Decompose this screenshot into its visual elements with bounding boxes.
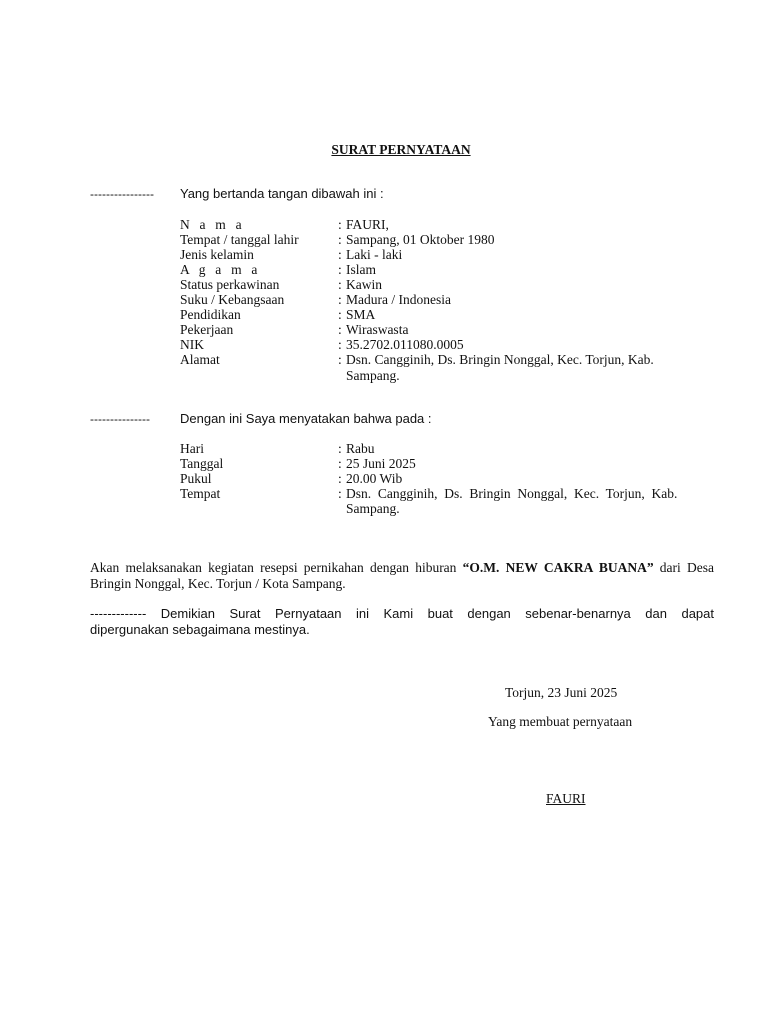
identity-value-agama: Islam [346, 262, 376, 277]
event-value-pukul: 20.00 Wib [346, 471, 403, 486]
identity-label-status: Status perkawinan [180, 277, 280, 292]
identity-value-pekerjaan: Wiraswasta [346, 322, 409, 337]
identity-colon: : [338, 247, 342, 262]
identity-value-nama: FAURI, [346, 217, 389, 232]
event-label-tanggal: Tanggal [180, 456, 224, 471]
intro-text: Yang bertanda tangan dibawah ini : [180, 186, 384, 201]
identity-label-alamat: Alamat [180, 352, 220, 367]
signer-caption: Yang membuat pernyataan [488, 714, 633, 729]
identity-colon: : [338, 262, 342, 277]
identity-value-alamat-cont: Sampang. [346, 368, 400, 383]
identity-value-pendidikan: SMA [346, 307, 376, 322]
intro-dashes: ---------------- [90, 187, 154, 201]
identity-colon: : [338, 352, 342, 367]
identity-value-nik: 35.2702.011080.0005 [346, 337, 464, 352]
event-colon: : [338, 471, 342, 486]
identity-colon: : [338, 232, 342, 247]
event-label-tempat: Tempat [180, 486, 221, 501]
event-colon: : [338, 441, 342, 456]
identity-label-pekerjaan: Pekerjaan [180, 322, 234, 337]
event-label-pukul: Pukul [180, 471, 212, 486]
entertainment-name: “O.M. NEW CAKRA BUANA” [462, 560, 654, 575]
identity-label-nik: NIK [180, 337, 204, 352]
signer-name: FAURI [546, 791, 586, 806]
event-paragraph-lead: Akan melaksanakan kegiatan resepsi pernikahan dengan hiburan [90, 560, 463, 575]
event-colon: : [338, 456, 342, 471]
identity-label-pendidikan: Pendidikan [180, 307, 241, 322]
place-date: Torjun, 23 Juni 2025 [505, 685, 618, 700]
closing-paragraph: ------------- Demikian Surat Pernyataan ini Kami buat dengan sebenar-benarnya dan dapat dipergunakan sebagaimana mestinya. [90, 606, 718, 637]
event-value-tempat-cont: Sampang. [346, 501, 400, 516]
statement-dashes: --------------- [90, 412, 150, 426]
identity-value-status: Kawin [346, 277, 382, 292]
event-paragraph-tail: dari Desa Bringin Nonggal, Kec. Torjun / Kota Sampang. [90, 560, 714, 591]
identity-colon: : [338, 337, 342, 352]
identity-value-ttl: Sampang, 01 Oktober 1980 [346, 232, 495, 247]
identity-label-agama: A g a m a [180, 262, 261, 277]
identity-value-alamat: Dsn. Cangginih, Ds. Bringin Nonggal, Kec. Torjun, Kab. [346, 352, 654, 367]
event-value-tanggal: 25 Juni 2025 [346, 456, 416, 471]
document-title: SURAT PERNYATAAN [331, 142, 471, 157]
identity-value-gender: Laki - laki [346, 247, 403, 262]
event-value-hari: Rabu [346, 441, 375, 456]
identity-colon: : [338, 322, 342, 337]
identity-label-nama: N a m a [180, 217, 245, 232]
identity-label-ttl: Tempat / tanggal lahir [180, 232, 299, 247]
identity-colon: : [338, 307, 342, 322]
event-colon: : [338, 486, 342, 501]
identity-value-suku: Madura / Indonesia [346, 292, 451, 307]
identity-label-suku: Suku / Kebangsaan [180, 292, 285, 307]
identity-colon: : [338, 277, 342, 292]
identity-colon: : [338, 292, 342, 307]
statement-text: Dengan ini Saya menyatakan bahwa pada : [180, 411, 432, 426]
event-paragraph [90, 560, 714, 592]
event-value-tempat: Dsn. Cangginih, Ds. Bringin Nonggal, Kec. Torjun, Kab. [346, 486, 678, 501]
event-label-hari: Hari [180, 441, 204, 456]
identity-colon: : [338, 217, 342, 232]
identity-label-gender: Jenis kelamin [180, 247, 254, 262]
